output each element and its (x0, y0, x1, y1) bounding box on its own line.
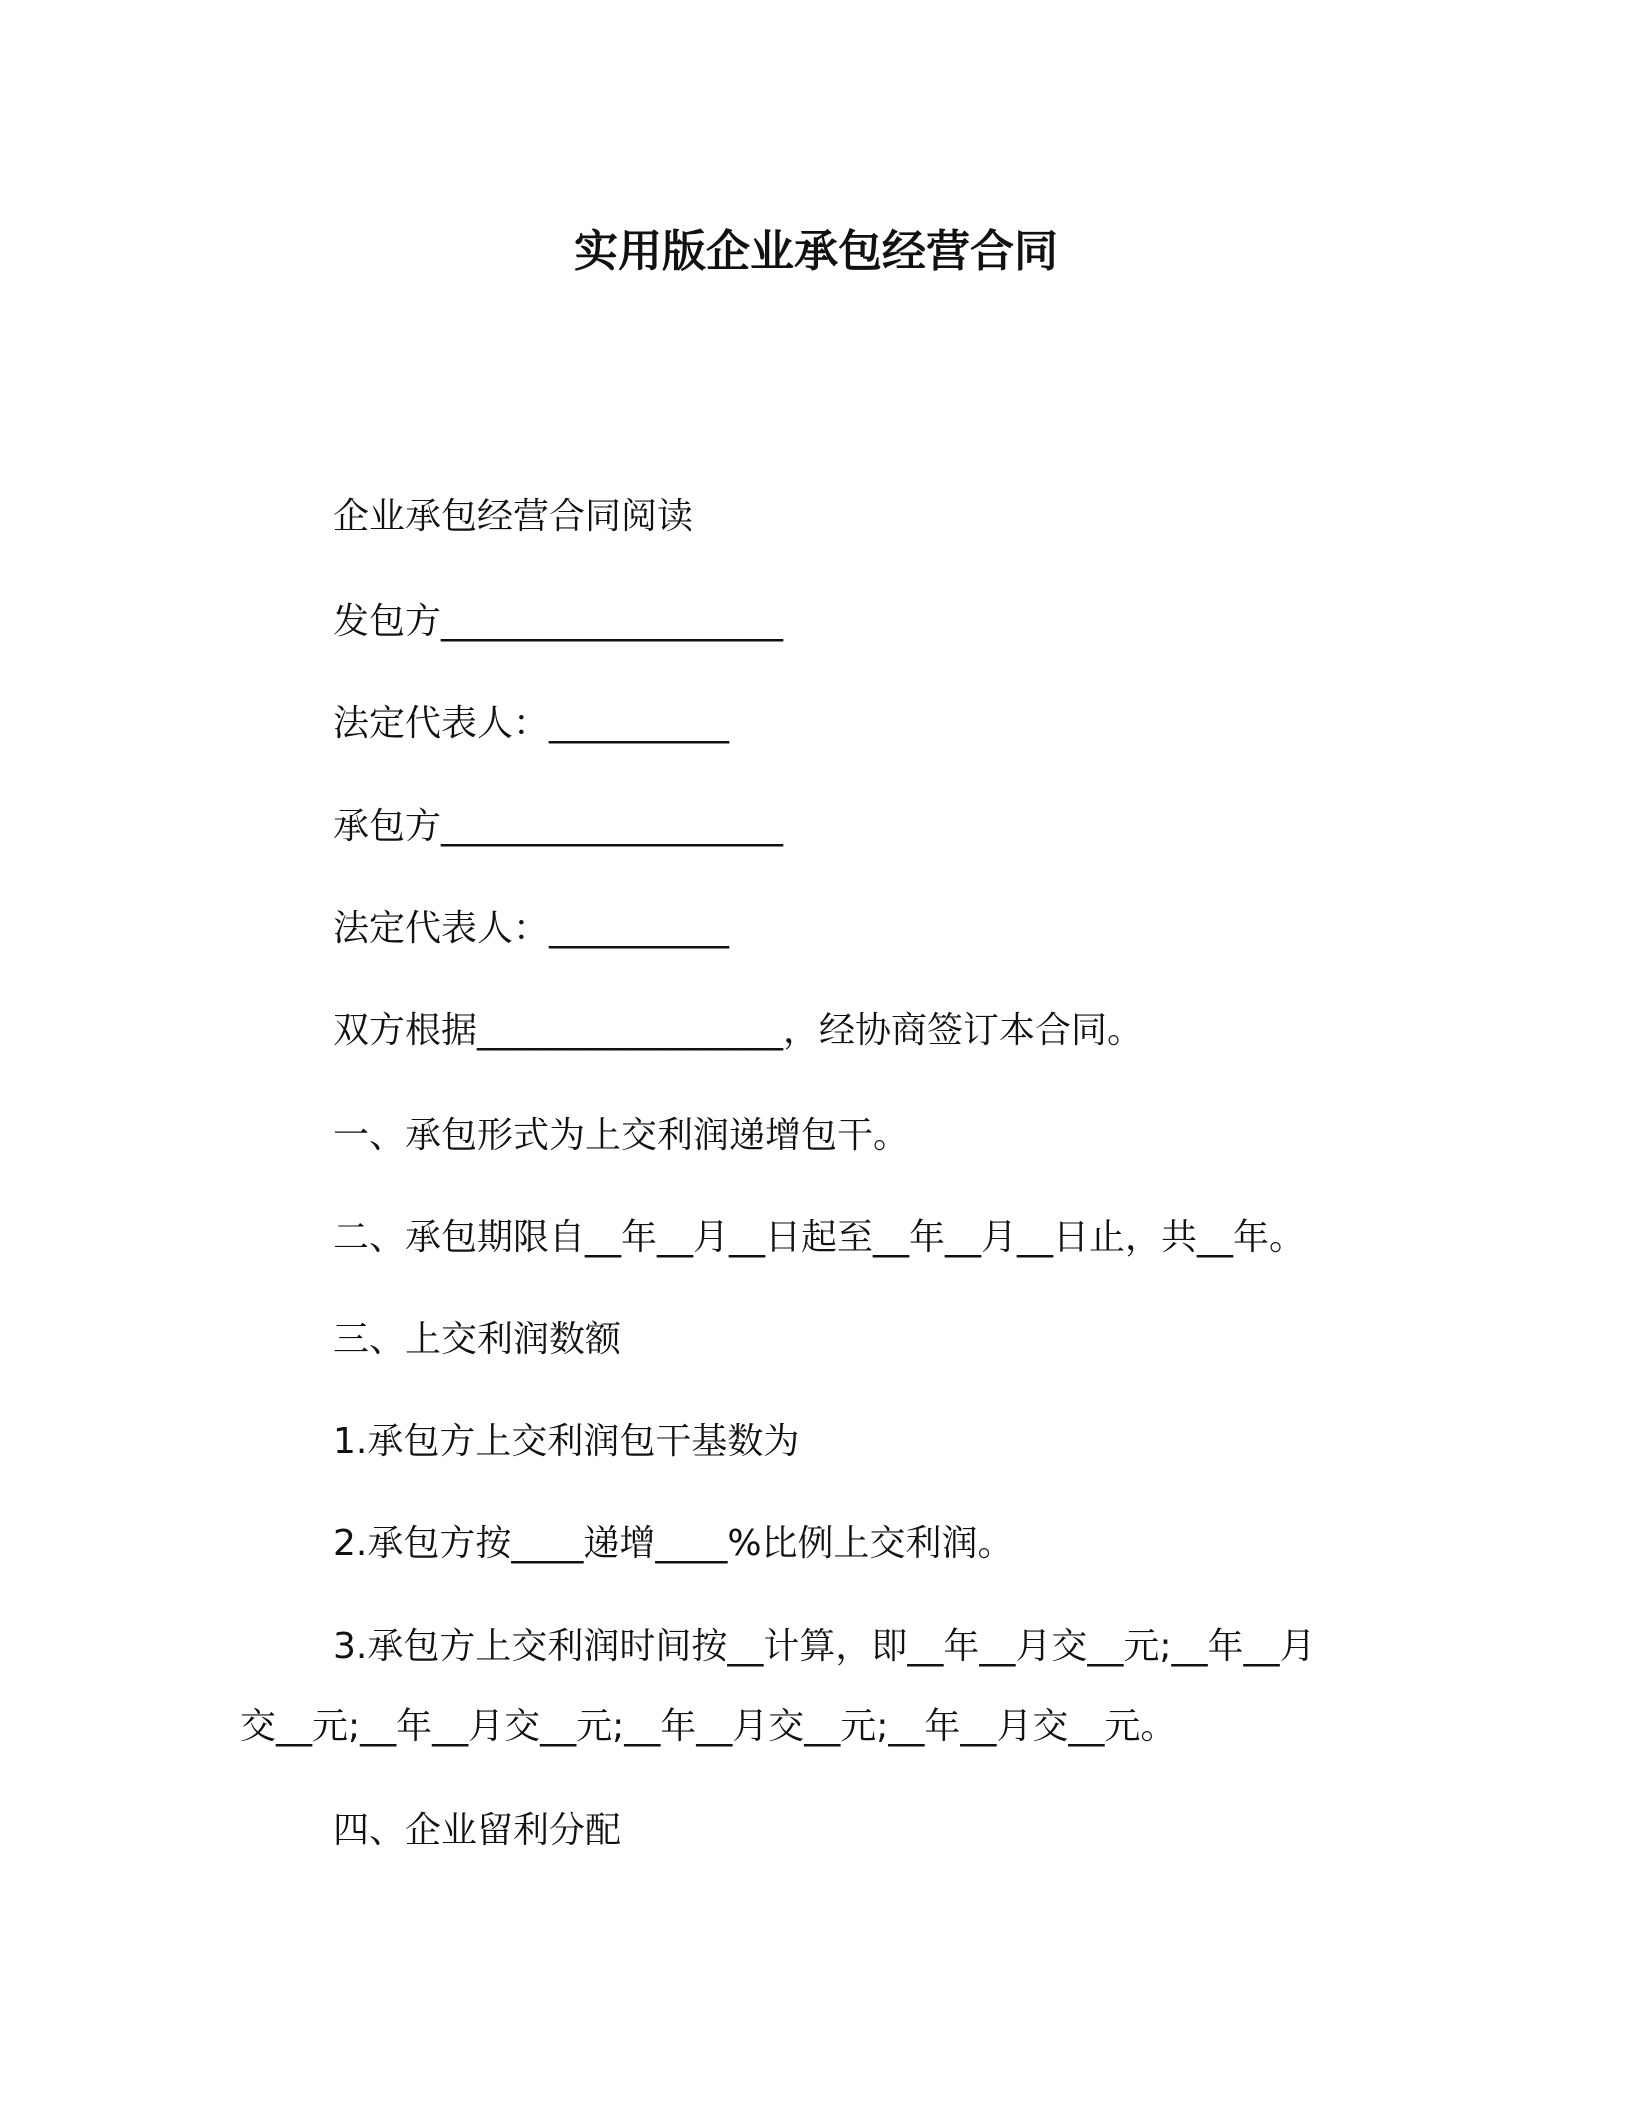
clause-4-heading: 四、企业留利分配 (333, 1810, 622, 1851)
clause-3-heading: 三、上交利润数额 (333, 1319, 622, 1360)
contractor-line: 承包方___________________ (333, 806, 784, 847)
clause-3-item-3: 3.承包方上交利润时间按__计算，即__年__月交__元;__年__月 (333, 1626, 1316, 1667)
clause-3-item-3-continued: 交__元;__年__月交__元;__年__月交__元;__年__月交__元。 (240, 1706, 1177, 1747)
subtitle-line: 企业承包经营合同阅读 (333, 496, 694, 537)
clause-3-item-2: 2.承包方按____递增____%比例上交利润。 (333, 1523, 1014, 1564)
basis-line: 双方根据_________________，经协商签订本合同。 (333, 1010, 1144, 1051)
contractor-legal-rep-line: 法定代表人：__________ (333, 908, 730, 949)
clause-1: 一、承包形式为上交利润递增包干。 (333, 1115, 910, 1156)
employer-line: 发包方___________________ (333, 601, 784, 642)
document-title: 实用版企业承包经营合同 (574, 226, 1058, 277)
employer-legal-rep-line: 法定代表人：__________ (333, 703, 730, 744)
clause-3-item-1: 1.承包方上交利润包干基数为 (333, 1421, 800, 1462)
clause-2: 二、承包期限自__年__月__日起至__年__月__日止，共__年。 (333, 1217, 1306, 1258)
